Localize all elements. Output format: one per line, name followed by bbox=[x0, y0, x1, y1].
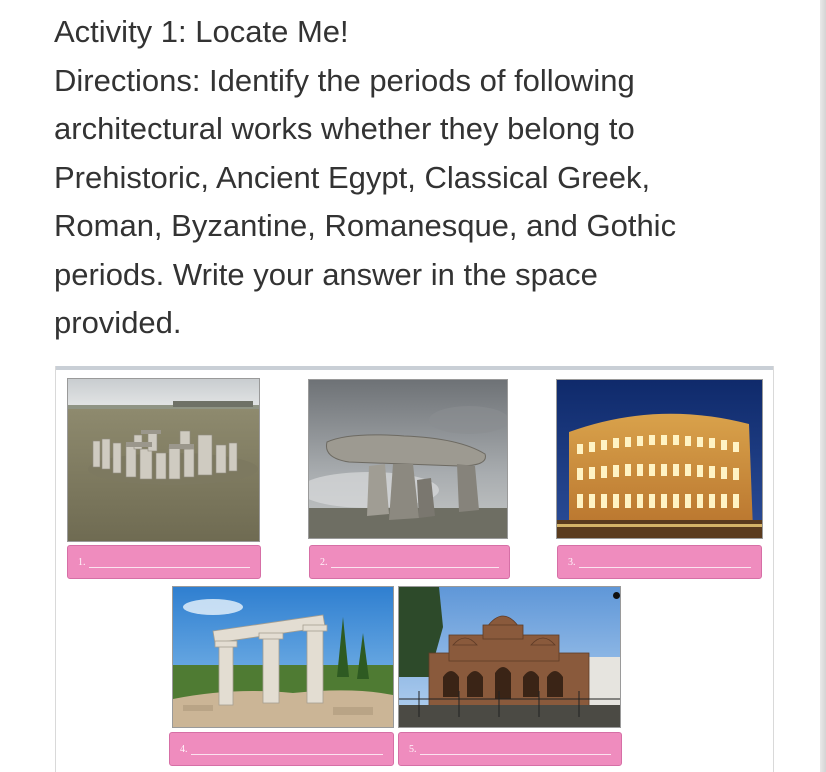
directions-line-2: architectural works whether they belong to bbox=[54, 111, 635, 146]
marker-dot bbox=[613, 592, 620, 599]
answer-box-3[interactable] bbox=[557, 545, 762, 579]
directions-line-4: Roman, Byzantine, Romanesque, and Gothic bbox=[54, 208, 677, 243]
answer-line-5 bbox=[420, 744, 612, 755]
answer-line-4 bbox=[191, 744, 384, 755]
answer-number-2: 2. bbox=[320, 556, 328, 568]
answer-line-1 bbox=[89, 557, 251, 568]
answer-box-1[interactable] bbox=[67, 545, 261, 579]
directions-line-6: provided. bbox=[54, 305, 182, 340]
answer-number-5: 5. bbox=[409, 743, 417, 755]
activity-text bbox=[54, 8, 754, 348]
answer-line-3 bbox=[579, 557, 752, 568]
directions-line-3: Prehistoric, Ancient Egypt, Classical Greek, bbox=[54, 159, 651, 195]
answer-number-3: 3. bbox=[568, 556, 576, 568]
photo-stonehenge bbox=[67, 378, 260, 542]
page-edge-shadow bbox=[820, 0, 826, 772]
photo-greek-temple bbox=[172, 586, 394, 728]
worksheet-top-rule bbox=[56, 366, 773, 370]
answer-box-5[interactable] bbox=[398, 732, 622, 766]
photo-byzantine-church bbox=[398, 586, 621, 728]
directions-line-5: periods. Write your answer in the space bbox=[54, 256, 598, 292]
worksheet-image bbox=[55, 366, 774, 772]
photo-colosseum bbox=[556, 379, 763, 539]
answer-line-2 bbox=[331, 557, 500, 568]
activity-title: Activity 1: Locate Me! bbox=[54, 14, 349, 49]
answer-number-1: 1. bbox=[78, 556, 86, 568]
answer-box-2[interactable] bbox=[309, 545, 510, 579]
answer-number-4: 4. bbox=[180, 743, 188, 755]
directions-line-1: Directions: Identify the periods of following bbox=[54, 62, 635, 98]
photo-dolmen bbox=[308, 379, 508, 539]
answer-box-4[interactable] bbox=[169, 732, 394, 766]
